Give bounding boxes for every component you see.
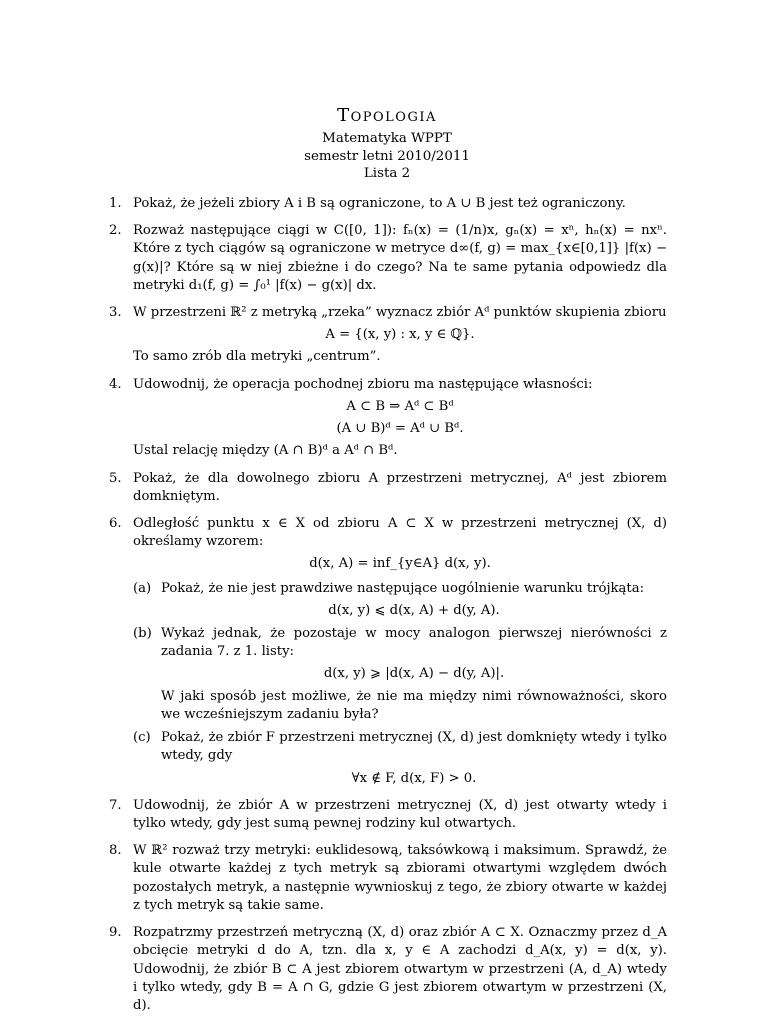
subproblem-b [133,625,667,724]
course-name: Matematyka WPPT [322,130,452,146]
subproblem-list [133,580,667,788]
list-number: Lista 2 [363,166,411,182]
subproblem-text: Wykaż jednak, że pozostaje w mocy analogon pierwszej nierówności z zadania 7. z 1. listy: [161,626,667,660]
display-formula: ∀x ∉ F, d(x, F) > 0. [351,770,477,786]
display-formula-2: (A ∪ B)ᵈ = Aᵈ ∪ Bᵈ. [336,421,464,437]
problem-number: 5. [109,470,122,486]
problem-text: Udowodnij, że zbiór A w przestrzeni metrycznej (X, d) jest otwarty wtedy i tylko wtedy, gdy jest sumą pewnej rodziny kul otwartych. [133,797,667,832]
problem-text: W przestrzeni ℝ² z metryką „rzeka” wyznacz zbiór Aᵈ punktów skupienia zbioru [133,304,667,320]
problem-list [107,195,667,1015]
problem-number: 4. [109,376,122,392]
problem-7 [107,797,667,833]
problem-6 [107,515,667,788]
problem-number: 3. [109,304,122,320]
problem-2 [107,222,667,295]
problem-5 [107,470,667,506]
problem-after-text: Ustal relację między (A ∩ B)ᵈ a Aᵈ ∩ Bᵈ. [133,443,398,459]
subproblem-text: Pokaż, że nie jest prawdziwe następujące uogólnienie warunku trójkąta: [161,580,645,596]
subproblem-c [133,729,667,788]
problem-4 [107,376,667,461]
display-formula: d(x, y) ⩽ d(x, A) + d(y, A). [328,602,500,618]
problem-number: 2. [109,223,122,239]
display-formula: d(x, y) ⩾ |d(x, A) − d(y, A)|. [323,666,505,682]
subproblem-text: Pokaż, że zbiór F przestrzeni metrycznej (X, d) jest domknięty wtedy i tylko wtedy, gdy [161,730,667,764]
problem-text: Udowodnij, że operacja pochodnej zbioru ma następujące własności: [133,376,593,392]
problem-number: 7. [109,797,122,813]
display-formula: A ⊂ B ⇒ Aᵈ ⊂ Bᵈ [346,398,454,414]
problem-8 [107,842,667,915]
problem-9 [107,924,667,1015]
subproblem-label: (c) [133,730,151,746]
problem-text: Pokaż, że jeżeli zbiory A i B są ograniczone, to A ∪ B jest też ograniczony. [133,195,626,211]
problem-text: Pokaż, że dla dowolnego zbioru A przestrzeni metrycznej, Aᵈ jest zbiorem domkniętym. [133,470,667,504]
problem-1 [107,195,667,213]
subproblem-label: (b) [133,626,152,642]
problem-text: W ℝ² rozważ trzy metryki: euklidesową, taksówkową i maksimum. Sprawdź, że kule otwarte każdej z tych metryk są zbiorami otwartymi względem dwóch pozostałych metryk, a następnie wywnioskuj z tego, że zbiory otwarte w każdej z tych metryk są takie same. [133,843,667,913]
header [107,104,667,183]
display-formula: d(x, A) = inf_{y∈A} d(x, y). [309,556,491,572]
problem-text: Rozpatrzmy przestrzeń metryczną (X, d) oraz zbiór A ⊂ X. Oznaczmy przez d_A obcięcie metryki d do A, tzn. dla x, y ∈ A zachodzi d_A(x, y) = d(x, y). Udowodnij, że zbiór B ⊂ A jest zbiorem otwartym w przestrzeni (A, d_A) wtedy i tylko wtedy, gdy B = A ∩ G, gdzie G jest zbiorem otwartym w przestrzeni (X, d). [133,925,667,1013]
display-formula: A = {(x, y) : x, y ∈ ℚ}. [325,327,475,343]
subproblem-after-text: W jaki sposób jest możliwe, że nie ma między nimi równoważności, skoro we wcześniejszym zadaniu była? [161,688,667,722]
subproblem-a [133,580,667,620]
problem-number: 6. [109,515,122,531]
subproblem-label: (a) [133,580,152,596]
page-title: Topologia [337,105,437,126]
problem-number: 8. [109,843,122,859]
problem-text: Rozważ następujące ciągi w C([0, 1]): fₙ(x) = (1/n)x, gₙ(x) = xⁿ, hₙ(x) = nxⁿ. Które z tych ciągów są ograniczone w metryce d∞(f, g) = max_{x∈[0,1]} |f(x) − g(x)|? Które są w niej zbieżne i do czego? Na te same pytania odpowiedz dla metryki d₁(f, g) = ∫₀¹ |f(x) − g(x)| dx. [133,223,667,293]
problem-number: 1. [109,195,122,211]
semester: semestr letni 2010/2011 [304,148,470,164]
page [107,104,667,1024]
problem-text: Odległość punktu x ∈ X od zbioru A ⊂ X w przestrzeni metrycznej (X, d) określamy wzorem: [133,515,667,550]
problem-after-text: To samo zrób dla metryki „centrum”. [133,349,381,365]
problem-3 [107,304,667,367]
problem-number: 9. [109,925,122,941]
